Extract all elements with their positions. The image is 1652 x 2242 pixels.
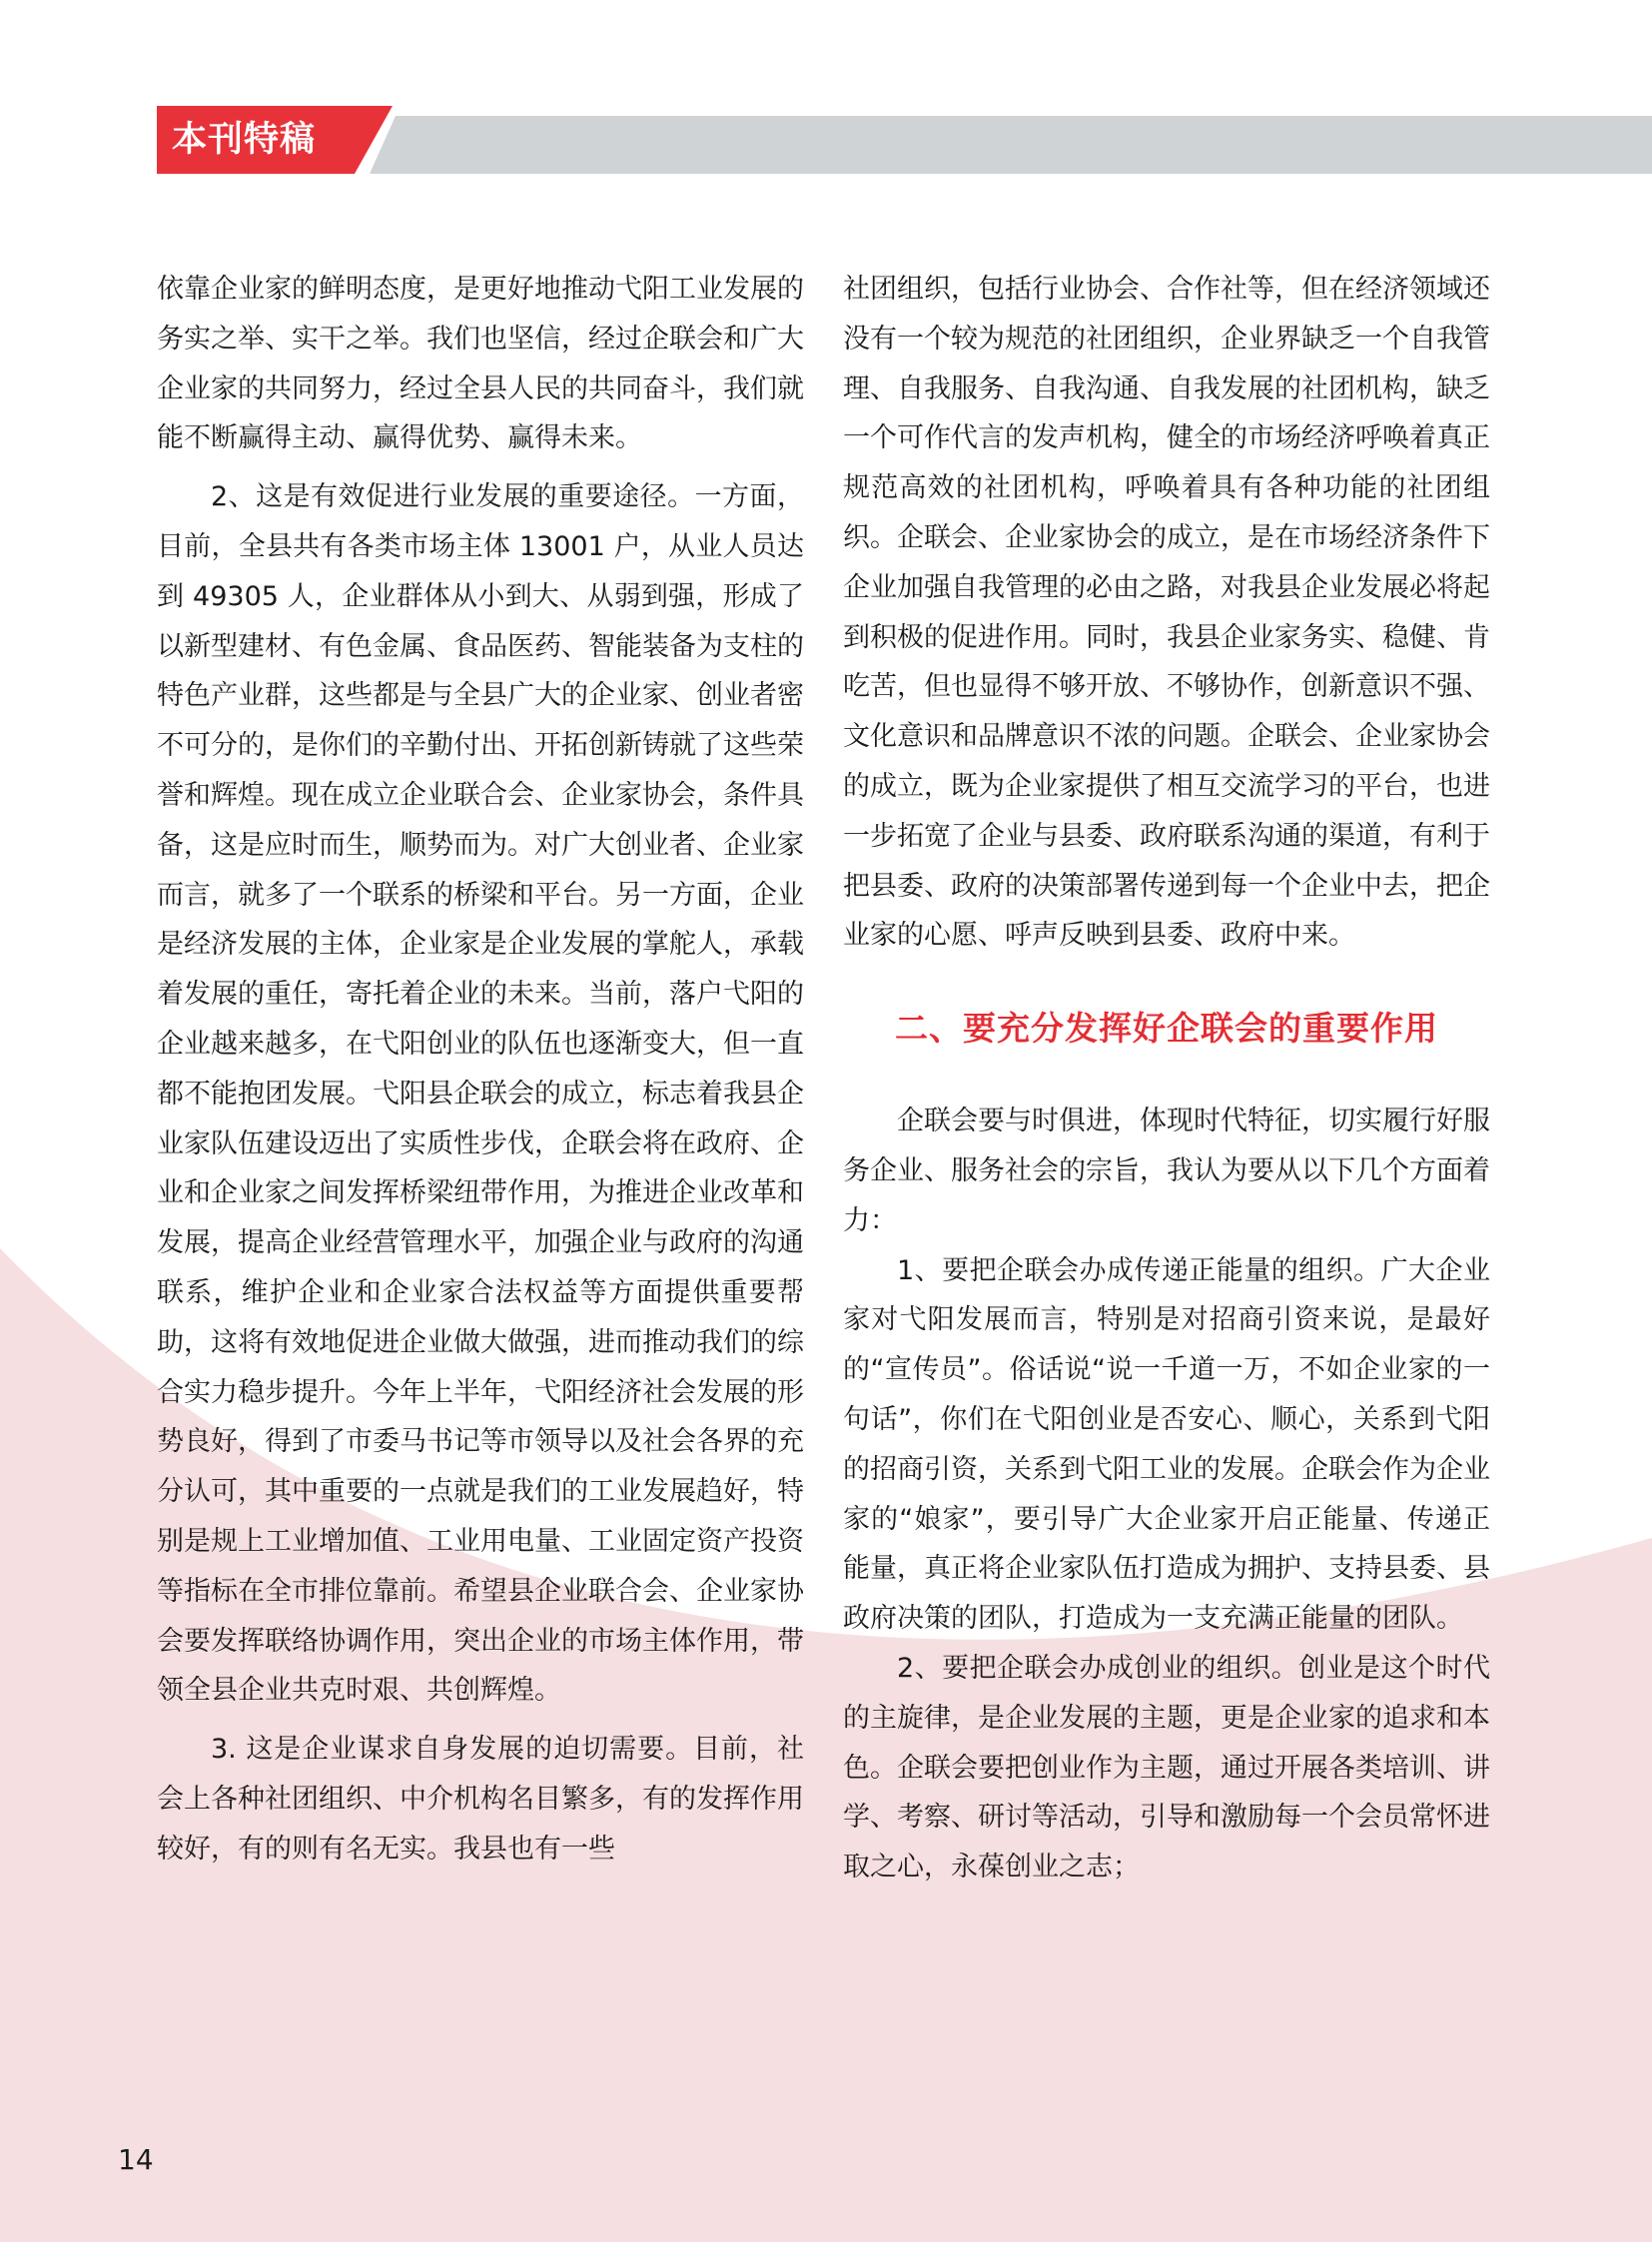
section-header (0, 106, 1652, 174)
section-heading: 二、要充分发挥好企联会的重要作用 (895, 1009, 1438, 1049)
right-paragraph-3: 1、要把企联会办成传递正能量的组织。广大企业家对弋阳发展而言，特别是对招商引资来说，是最好的“宣传员”。俗话说“说一千道一万，不如企业家的一句话”，你们在弋阳创业是否安心、顺心，关系到弋阳的招商引资，关系到弋阳工业的发展。企联会作为企业家的“娘家”，要引导广大企业家开启正能量、传递正能量，真正将企业家队伍打造成为拥护、支持县委、县政府决策的团队，打造成为一支充满正能量的团队。 (843, 1254, 1490, 1635)
section-label: 本刊特稿 (172, 120, 317, 160)
left-paragraph-1: 依靠企业家的鲜明态度，是更好地推动弋阳工业发展的务实之举、实干之举。我们也坚信，经过企联会和广大企业家的共同努力，经过全县人民的共同奋斗，我们就能不断赢得主动、赢得优势、赢得未来。 (157, 274, 804, 454)
left-paragraph-3: 3. 这是企业谋求自身发展的迫切需要。目前，社会上各种社团组织、中介机构名目繁多，有的发挥作用较好，有的则有名无实。我县也有一些 (157, 1734, 804, 1865)
left-column (157, 265, 804, 1874)
right-column (843, 265, 1490, 1892)
right-paragraph-4: 2、要把企联会办成创业的组织。创业是这个时代的主旋律，是企业发展的主题，更是企业家的追求和本色。企联会要把创业作为主题，通过开展各类培训、讲学、考察、研讨等活动，引导和激励每一个会员常怀进取之心，永葆创业之志； (843, 1652, 1490, 1883)
left-paragraph-2: 2、这是有效促进行业发展的重要途径。一方面，目前，全县共有各类市场主体 13001 户，从业人员达到 49305 人，企业群体从小到大、从弱到强，形成了以新型建材、有色金属、食品医药、智能装备为支柱的特色产业群，这些都是与全县广大的企业家、创业者密不可分的，是你们的辛勤付出、开拓创新铸就了这些荣誉和辉煌。现在成立企业联合会、企业家协会，条件具备，这是应时而生，顺势而为。对广大创业者、企业家而言，就多了一个联系的桥梁和平台。另一方面，企业是经济发展的主体，企业家是企业发展的掌舵人，承载着发展的重任，寄托着企业的未来。当前，落户弋阳的企业越来越多，在弋阳创业的队伍也逐渐变大，但一直都不能抱团发展。弋阳县企联会的成立，标志着我县企业家队伍建设迈出了实质性步伐，企联会将在政府、企业和企业家之间发挥桥梁纽带作用，为推进企业改革和发展，提高企业经营管理水平，加强企业与政府的沟通联系，维护企业和企业家合法权益等方面提供重要帮助，这将有效地促进企业做大做强，进而推动我们的综合实力稳步提升。今年上半年，弋阳经济社会发展的形势良好，得到了市委马书记等市领导以及社会各界的充分认可，其中重要的一点就是我们的工业发展趋好，特别是规上工业增加值、工业用电量、工业固定资产投资等指标在全市排位靠前。希望县企业联合会、企业家协会要发挥联络协调作用，突出企业的市场主体作用，带领全县企业共克时艰、共创辉煌。 (157, 481, 804, 1707)
header-gray-bar (370, 116, 1652, 174)
page-number: 14 (118, 2143, 154, 2176)
right-paragraph-2: 企联会要与时俱进，体现时代特征，切实履行好服务企业、服务社会的宗旨，我认为要从以下几个方面着力： (843, 1106, 1490, 1236)
right-paragraph-1: 社团组织，包括行业协会、合作社等，但在经济领域还没有一个较为规范的社团组织，企业界缺乏一个自我管理、自我服务、自我沟通、自我发展的社团机构，缺乏一个可作代言的发声机构，健全的市场经济呼唤着真正规范高效的社团机构，呼唤着具有各种功能的社团组织。企联会、企业家协会的成立，是在市场经济条件下企业加强自我管理的必由之路，对我县企业发展必将起到积极的促进作用。同时，我县企业家务实、稳健、肯吃苦，但也显得不够开放、不够协作，创新意识不强、文化意识和品牌意识不浓的问题。企联会、企业家协会的成立，既为企业家提供了相互交流学习的平台，也进一步拓宽了企业与县委、政府联系沟通的渠道，有利于把县委、政府的决策部署传递到每一个企业中去，把企业家的心愿、呼声反映到县委、政府中来。 (843, 274, 1490, 952)
